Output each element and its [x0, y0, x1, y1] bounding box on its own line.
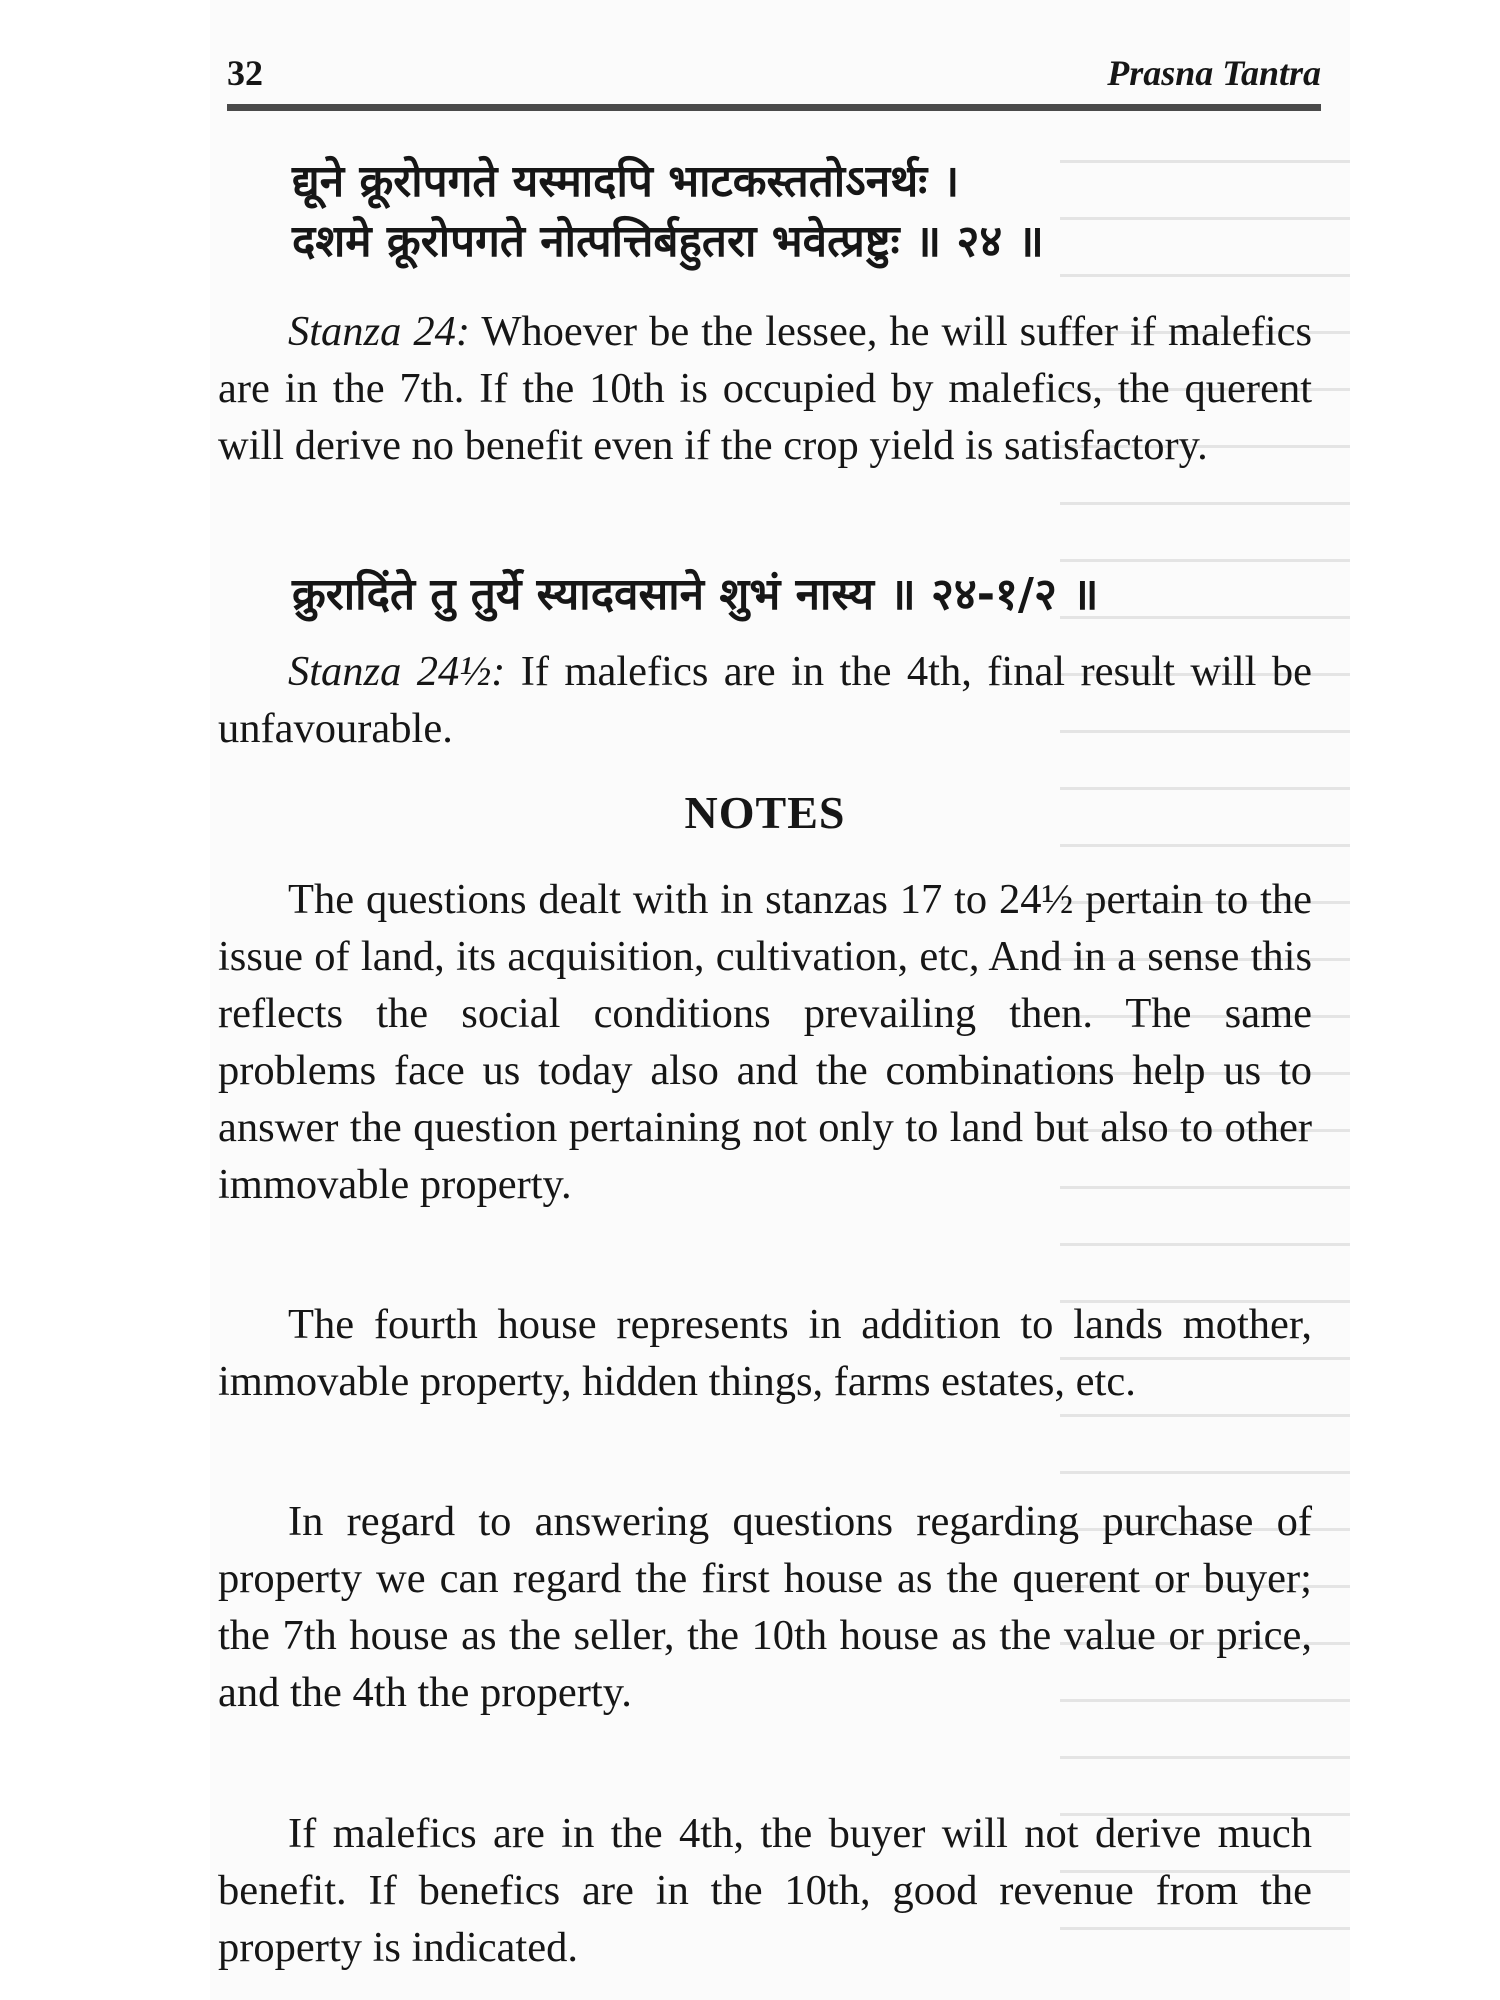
sanskrit-verse-24-line-1: द्यूने क्रूरोपगते यस्मादपि भाटकस्ततोऽनर्थः । — [292, 156, 960, 207]
notes-paragraph-2 — [218, 1296, 1312, 1410]
page-header — [227, 42, 1321, 102]
notes-paragraph-4 — [218, 1805, 1312, 1976]
sanskrit-verse-24-line-2: दशमे क्रूरोपगते नोत्पत्तिर्बहुतरा भवेत्प्रष्टुः ॥ २४ ॥ — [292, 216, 1044, 267]
sanskrit-verse-24-half: क्रुरादिंते तु तुर्ये स्यादवसाने शुभं नास्य ॥ २४-१/२ ॥ — [292, 569, 1099, 620]
stanza-24-half-translation — [218, 643, 1312, 757]
page-number: 32 — [227, 53, 263, 93]
stanza-24-translation — [218, 303, 1312, 474]
notes-paragraph-3-text: In regard to answering questions regarding purchase of property we can regard the first house as the querent or buyer; the 7th house as the seller, the 10th house as the value or price, and the 4th the property. — [218, 1498, 1312, 1716]
header-divider — [227, 104, 1321, 111]
notes-paragraph-3 — [218, 1493, 1312, 1721]
notes-paragraph-1-text: The questions dealt with in stanzas 17 to 24½ pertain to the issue of land, its acquisition, cultivation, etc, And in a sense this reflects the social conditions prevailing then. The same problems face us today also and the combinations help us to answer the question pertaining not only to land but also to other immovable property. — [218, 876, 1312, 1208]
stanza-24-half-label: Stanza 24½: — [288, 648, 506, 695]
notes-heading: NOTES — [684, 787, 846, 838]
stanza-24-text: Whoever be the lessee, he will suffer if malefics are in the 7th. If the 10th is occupied by malefics, the querent will derive no benefit even if the crop yield is satisfactory. — [218, 308, 1313, 469]
book-title: Prasna Tantra — [1107, 53, 1321, 93]
stanza-24-label: Stanza 24: — [288, 308, 471, 355]
notes-paragraph-4-text: If malefics are in the 4th, the buyer will not derive much benefit. If benefics are in the 10th, good revenue from the property is indicated. — [218, 1810, 1312, 1971]
notes-paragraph-2-text: The fourth house represents in addition to lands mother, immovable property, hidden things, farms estates, etc. — [218, 1301, 1312, 1405]
stanza-24-half-text: If malefics are in the 4th, final result will be unfavourable. — [218, 648, 1313, 752]
notes-paragraph-1 — [218, 871, 1312, 1213]
